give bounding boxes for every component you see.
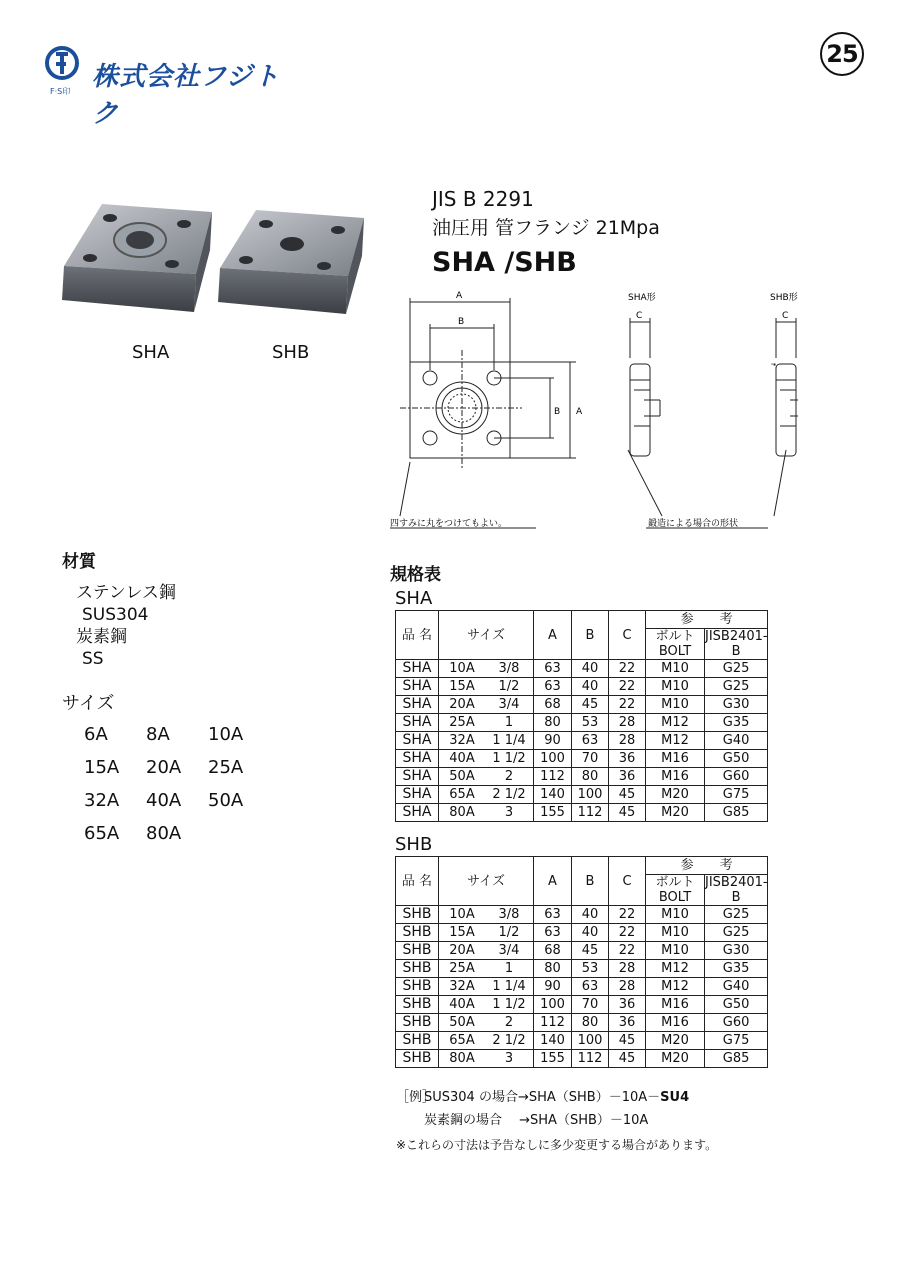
table-cell: 1/2 [485, 678, 534, 696]
spec-table-sha [395, 610, 768, 822]
header-c: C [609, 611, 646, 660]
sizes-heading: サイズ [62, 693, 115, 714]
technical-drawing [390, 280, 798, 530]
table-cell: 36 [609, 1014, 646, 1032]
table-cell: M20 [646, 786, 705, 804]
table-row [396, 768, 768, 786]
header-c: C [609, 857, 646, 906]
table-cell: G50 [705, 750, 768, 768]
view-label-sha: SHA形 [628, 293, 656, 303]
table-row [396, 804, 768, 822]
table-cell: 40 [572, 678, 609, 696]
header-b: B [572, 611, 609, 660]
table-cell: G75 [705, 786, 768, 804]
size-item: 8A [146, 724, 170, 745]
table-cell: 112 [534, 768, 572, 786]
table-row [396, 678, 768, 696]
header-size: サイズ [439, 857, 534, 906]
example-line-1-text: SUS304 の場合→SHA（SHB）－10A－ [424, 1090, 661, 1105]
table-cell: 45 [572, 942, 609, 960]
table-cell: SHA [396, 768, 439, 786]
table-cell: 22 [609, 678, 646, 696]
table-cell: 20A [439, 942, 486, 960]
size-row [84, 718, 362, 751]
size-row [84, 751, 362, 784]
table-cell: SHB [396, 924, 439, 942]
table-cell: M12 [646, 978, 705, 996]
table-label-sha: SHA [395, 588, 433, 609]
table-cell: SHA [396, 732, 439, 750]
table-cell: SHA [396, 804, 439, 822]
table-cell: SHB [396, 942, 439, 960]
table-cell: M10 [646, 924, 705, 942]
company-name: 株式会社フジトク [92, 62, 280, 129]
table-cell: 80 [572, 1014, 609, 1032]
header-reference: 参 考 [646, 611, 768, 629]
header-size: サイズ [439, 611, 534, 660]
table-cell: G25 [705, 924, 768, 942]
size-item: 15A [84, 757, 120, 778]
table-cell: M12 [646, 732, 705, 750]
table-cell: M10 [646, 678, 705, 696]
table-cell: 36 [609, 996, 646, 1014]
table-cell: 63 [534, 924, 572, 942]
header-reference: 参 考 [646, 857, 768, 875]
table-row [396, 906, 768, 924]
table-cell: SHA [396, 714, 439, 732]
materials-heading: 材質 [62, 552, 96, 572]
table-cell: G85 [705, 1050, 768, 1068]
table-cell: 40 [572, 924, 609, 942]
table-cell: M20 [646, 1032, 705, 1050]
table-cell: 80 [534, 960, 572, 978]
table-cell: 2 [485, 1014, 534, 1032]
dim-b-right: B [554, 407, 561, 417]
table-cell: 90 [534, 978, 572, 996]
sha-photo [62, 204, 212, 312]
table-cell: 10A [439, 906, 486, 924]
example-label: ［例］ [396, 1090, 436, 1105]
table-cell: 40A [439, 996, 486, 1014]
table-cell: 1 [485, 714, 534, 732]
table-cell: G25 [705, 678, 768, 696]
materials-sizes [62, 548, 362, 850]
size-item: 20A [146, 757, 182, 778]
standard-code: JIS B 2291 [432, 187, 534, 211]
table-row [396, 978, 768, 996]
table-cell: 1 1/4 [485, 978, 534, 996]
table-cell: 2 [485, 768, 534, 786]
table-cell: 100 [572, 1032, 609, 1050]
table-cell: 70 [572, 750, 609, 768]
table-cell: 45 [609, 804, 646, 822]
size-item: 6A [84, 724, 108, 745]
title-block [432, 186, 812, 280]
table-row [396, 924, 768, 942]
table-cell: 53 [572, 960, 609, 978]
table-cell: SHB [396, 1032, 439, 1050]
table-cell: 3 [485, 804, 534, 822]
table-cell: G40 [705, 732, 768, 750]
table-cell: M20 [646, 804, 705, 822]
size-item: 65A [84, 823, 120, 844]
order-example [396, 1086, 689, 1132]
table-cell: G60 [705, 768, 768, 786]
photo-label-sha: SHA [132, 342, 170, 363]
table-cell: 15A [439, 678, 486, 696]
table-cell: 45 [609, 786, 646, 804]
table-cell: G60 [705, 1014, 768, 1032]
table-cell: 1 1/2 [485, 750, 534, 768]
table-cell: M10 [646, 696, 705, 714]
size-row [84, 784, 362, 817]
table-cell: 28 [609, 960, 646, 978]
table-cell: 45 [572, 696, 609, 714]
table-cell: SHB [396, 960, 439, 978]
table-cell: 70 [572, 996, 609, 1014]
table-cell: 40 [572, 906, 609, 924]
model-title: SHA /SHB [432, 247, 577, 278]
material-code: SUS304 [82, 605, 149, 625]
table-row [396, 732, 768, 750]
table-cell: SHA [396, 678, 439, 696]
material-name: 炭素鋼 [76, 627, 127, 647]
table-cell: 100 [534, 996, 572, 1014]
table-cell: 2 1/2 [485, 1032, 534, 1050]
logo-mark-caption: F·S印 [50, 87, 71, 96]
table-cell: 32A [439, 978, 486, 996]
table-cell: 1 [485, 960, 534, 978]
table-cell: 140 [534, 1032, 572, 1050]
table-cell: 155 [534, 1050, 572, 1068]
table-cell: 112 [572, 804, 609, 822]
table-cell: 25A [439, 960, 486, 978]
table-cell: 22 [609, 906, 646, 924]
table-cell: 20A [439, 696, 486, 714]
dim-c-sha: C [636, 311, 643, 321]
material-name: ステンレス鋼 [76, 583, 176, 603]
table-cell: 40A [439, 750, 486, 768]
header-jis: JISB2401-B [705, 875, 768, 905]
table-row [396, 1050, 768, 1068]
spec-heading: 規格表 [390, 565, 441, 585]
table-cell: SHB [396, 906, 439, 924]
table-cell: SHB [396, 1014, 439, 1032]
header-bolt: ボルト BOLT [646, 629, 705, 660]
page-number: 25 [820, 32, 864, 76]
view-label-shb: SHB形 [770, 293, 798, 303]
table-cell: 63 [572, 732, 609, 750]
table-cell: G35 [705, 714, 768, 732]
table-cell: M16 [646, 996, 705, 1014]
product-subtitle: 油圧用 管フランジ 21Mpa [432, 217, 660, 239]
table-cell: 3/4 [485, 696, 534, 714]
table-cell: G85 [705, 804, 768, 822]
table-cell: G25 [705, 660, 768, 678]
table-cell: 15A [439, 924, 486, 942]
table-cell: 3/8 [485, 660, 534, 678]
table-cell: 80 [572, 768, 609, 786]
example-line-2: 炭素鋼の場合 →SHA（SHB）－10A [424, 1113, 649, 1128]
table-cell: 22 [609, 696, 646, 714]
table-cell: G30 [705, 942, 768, 960]
example-line-1 [424, 1086, 689, 1109]
table-cell: 36 [609, 768, 646, 786]
table-cell: 32A [439, 732, 486, 750]
table-cell: SHA [396, 786, 439, 804]
dim-a-top: A [456, 291, 463, 301]
table-cell: 50A [439, 1014, 486, 1032]
company-logo [44, 40, 284, 129]
table-cell: 53 [572, 714, 609, 732]
table-cell: 3/4 [485, 942, 534, 960]
table-cell: G25 [705, 906, 768, 924]
table-cell: M20 [646, 1050, 705, 1068]
dim-a-right: A [576, 407, 583, 417]
material-code: SS [82, 649, 104, 669]
table-cell: M12 [646, 714, 705, 732]
table-row [396, 696, 768, 714]
table-cell: G30 [705, 696, 768, 714]
table-cell: G35 [705, 960, 768, 978]
size-item: 32A [84, 790, 120, 811]
product-photos [60, 196, 380, 376]
header-jis: JISB2401-B [705, 629, 768, 659]
table-cell: 68 [534, 696, 572, 714]
table-label-shb: SHB [395, 834, 433, 855]
table-cell: 155 [534, 804, 572, 822]
table-cell: 28 [609, 714, 646, 732]
table-cell: 22 [609, 924, 646, 942]
table-cell: 40 [572, 660, 609, 678]
header-name: 品 名 [396, 857, 439, 906]
table-cell: 36 [609, 750, 646, 768]
table-row [396, 786, 768, 804]
header-b: B [572, 857, 609, 906]
table-cell: 25A [439, 714, 486, 732]
table-cell: 10A [439, 660, 486, 678]
table-row [396, 714, 768, 732]
table-row [396, 750, 768, 768]
shb-photo [218, 210, 364, 314]
size-item: 10A [208, 724, 244, 745]
table-cell: 65A [439, 1032, 486, 1050]
table-cell: 45 [609, 1032, 646, 1050]
table-cell: G75 [705, 1032, 768, 1050]
spec-table-shb [395, 856, 768, 1068]
table-cell: 63 [534, 678, 572, 696]
table-cell: 22 [609, 660, 646, 678]
dim-c-shb: C [782, 311, 789, 321]
table-cell: 112 [534, 1014, 572, 1032]
table-cell: 90 [534, 732, 572, 750]
table-cell: 1 1/2 [485, 996, 534, 1014]
table-row [396, 660, 768, 678]
table-cell: SHB [396, 978, 439, 996]
table-cell: 80 [534, 714, 572, 732]
table-cell: 3/8 [485, 906, 534, 924]
size-item: 25A [208, 757, 244, 778]
header-bolt: ボルト BOLT [646, 875, 705, 906]
table-cell: 22 [609, 942, 646, 960]
table-cell: 80A [439, 1050, 486, 1068]
table-cell: SHB [396, 1050, 439, 1068]
size-item: 50A [208, 790, 244, 811]
table-cell: G40 [705, 978, 768, 996]
table-cell: M10 [646, 660, 705, 678]
note-corner: 四すみに丸をつけてもよい。 [390, 519, 508, 529]
table-row [396, 1032, 768, 1050]
table-cell: M16 [646, 750, 705, 768]
table-cell: 140 [534, 786, 572, 804]
size-item: 40A [146, 790, 182, 811]
table-cell: 112 [572, 1050, 609, 1068]
table-cell: M12 [646, 960, 705, 978]
note-forged: 鍛造による場合の形状 [648, 519, 739, 529]
table-cell: 2 1/2 [485, 786, 534, 804]
header-a: A [534, 857, 572, 906]
table-cell: 1/2 [485, 924, 534, 942]
table-cell: 100 [534, 750, 572, 768]
table-row [396, 1014, 768, 1032]
table-cell: M16 [646, 768, 705, 786]
table-cell: 50A [439, 768, 486, 786]
dim-b-top: B [458, 317, 465, 327]
table-cell: 3 [485, 1050, 534, 1068]
table-cell: G50 [705, 996, 768, 1014]
table-row [396, 996, 768, 1014]
table-cell: 45 [609, 1050, 646, 1068]
table-cell: 68 [534, 942, 572, 960]
table-cell: SHB [396, 996, 439, 1014]
table-cell: 63 [572, 978, 609, 996]
table-cell: M10 [646, 906, 705, 924]
table-cell: M10 [646, 942, 705, 960]
table-cell: 63 [534, 660, 572, 678]
disclaimer-note: ※これらの寸法は予告なしに多少変更する場合があります。 [396, 1138, 718, 1152]
table-cell: 28 [609, 978, 646, 996]
table-cell: 80A [439, 804, 486, 822]
table-row [396, 960, 768, 978]
photo-label-shb: SHB [272, 342, 310, 363]
example-line-1-suffix: SU4 [660, 1090, 690, 1105]
table-cell: 65A [439, 786, 486, 804]
table-cell: SHA [396, 750, 439, 768]
table-cell: M16 [646, 1014, 705, 1032]
table-cell: 100 [572, 786, 609, 804]
header-a: A [534, 611, 572, 660]
table-cell: 1 1/4 [485, 732, 534, 750]
table-cell: 28 [609, 732, 646, 750]
size-item: 80A [146, 823, 182, 844]
header-name: 品 名 [396, 611, 439, 660]
table-cell: SHA [396, 660, 439, 678]
table-row [396, 942, 768, 960]
table-cell: 63 [534, 906, 572, 924]
table-cell: SHA [396, 696, 439, 714]
size-row [84, 817, 362, 850]
